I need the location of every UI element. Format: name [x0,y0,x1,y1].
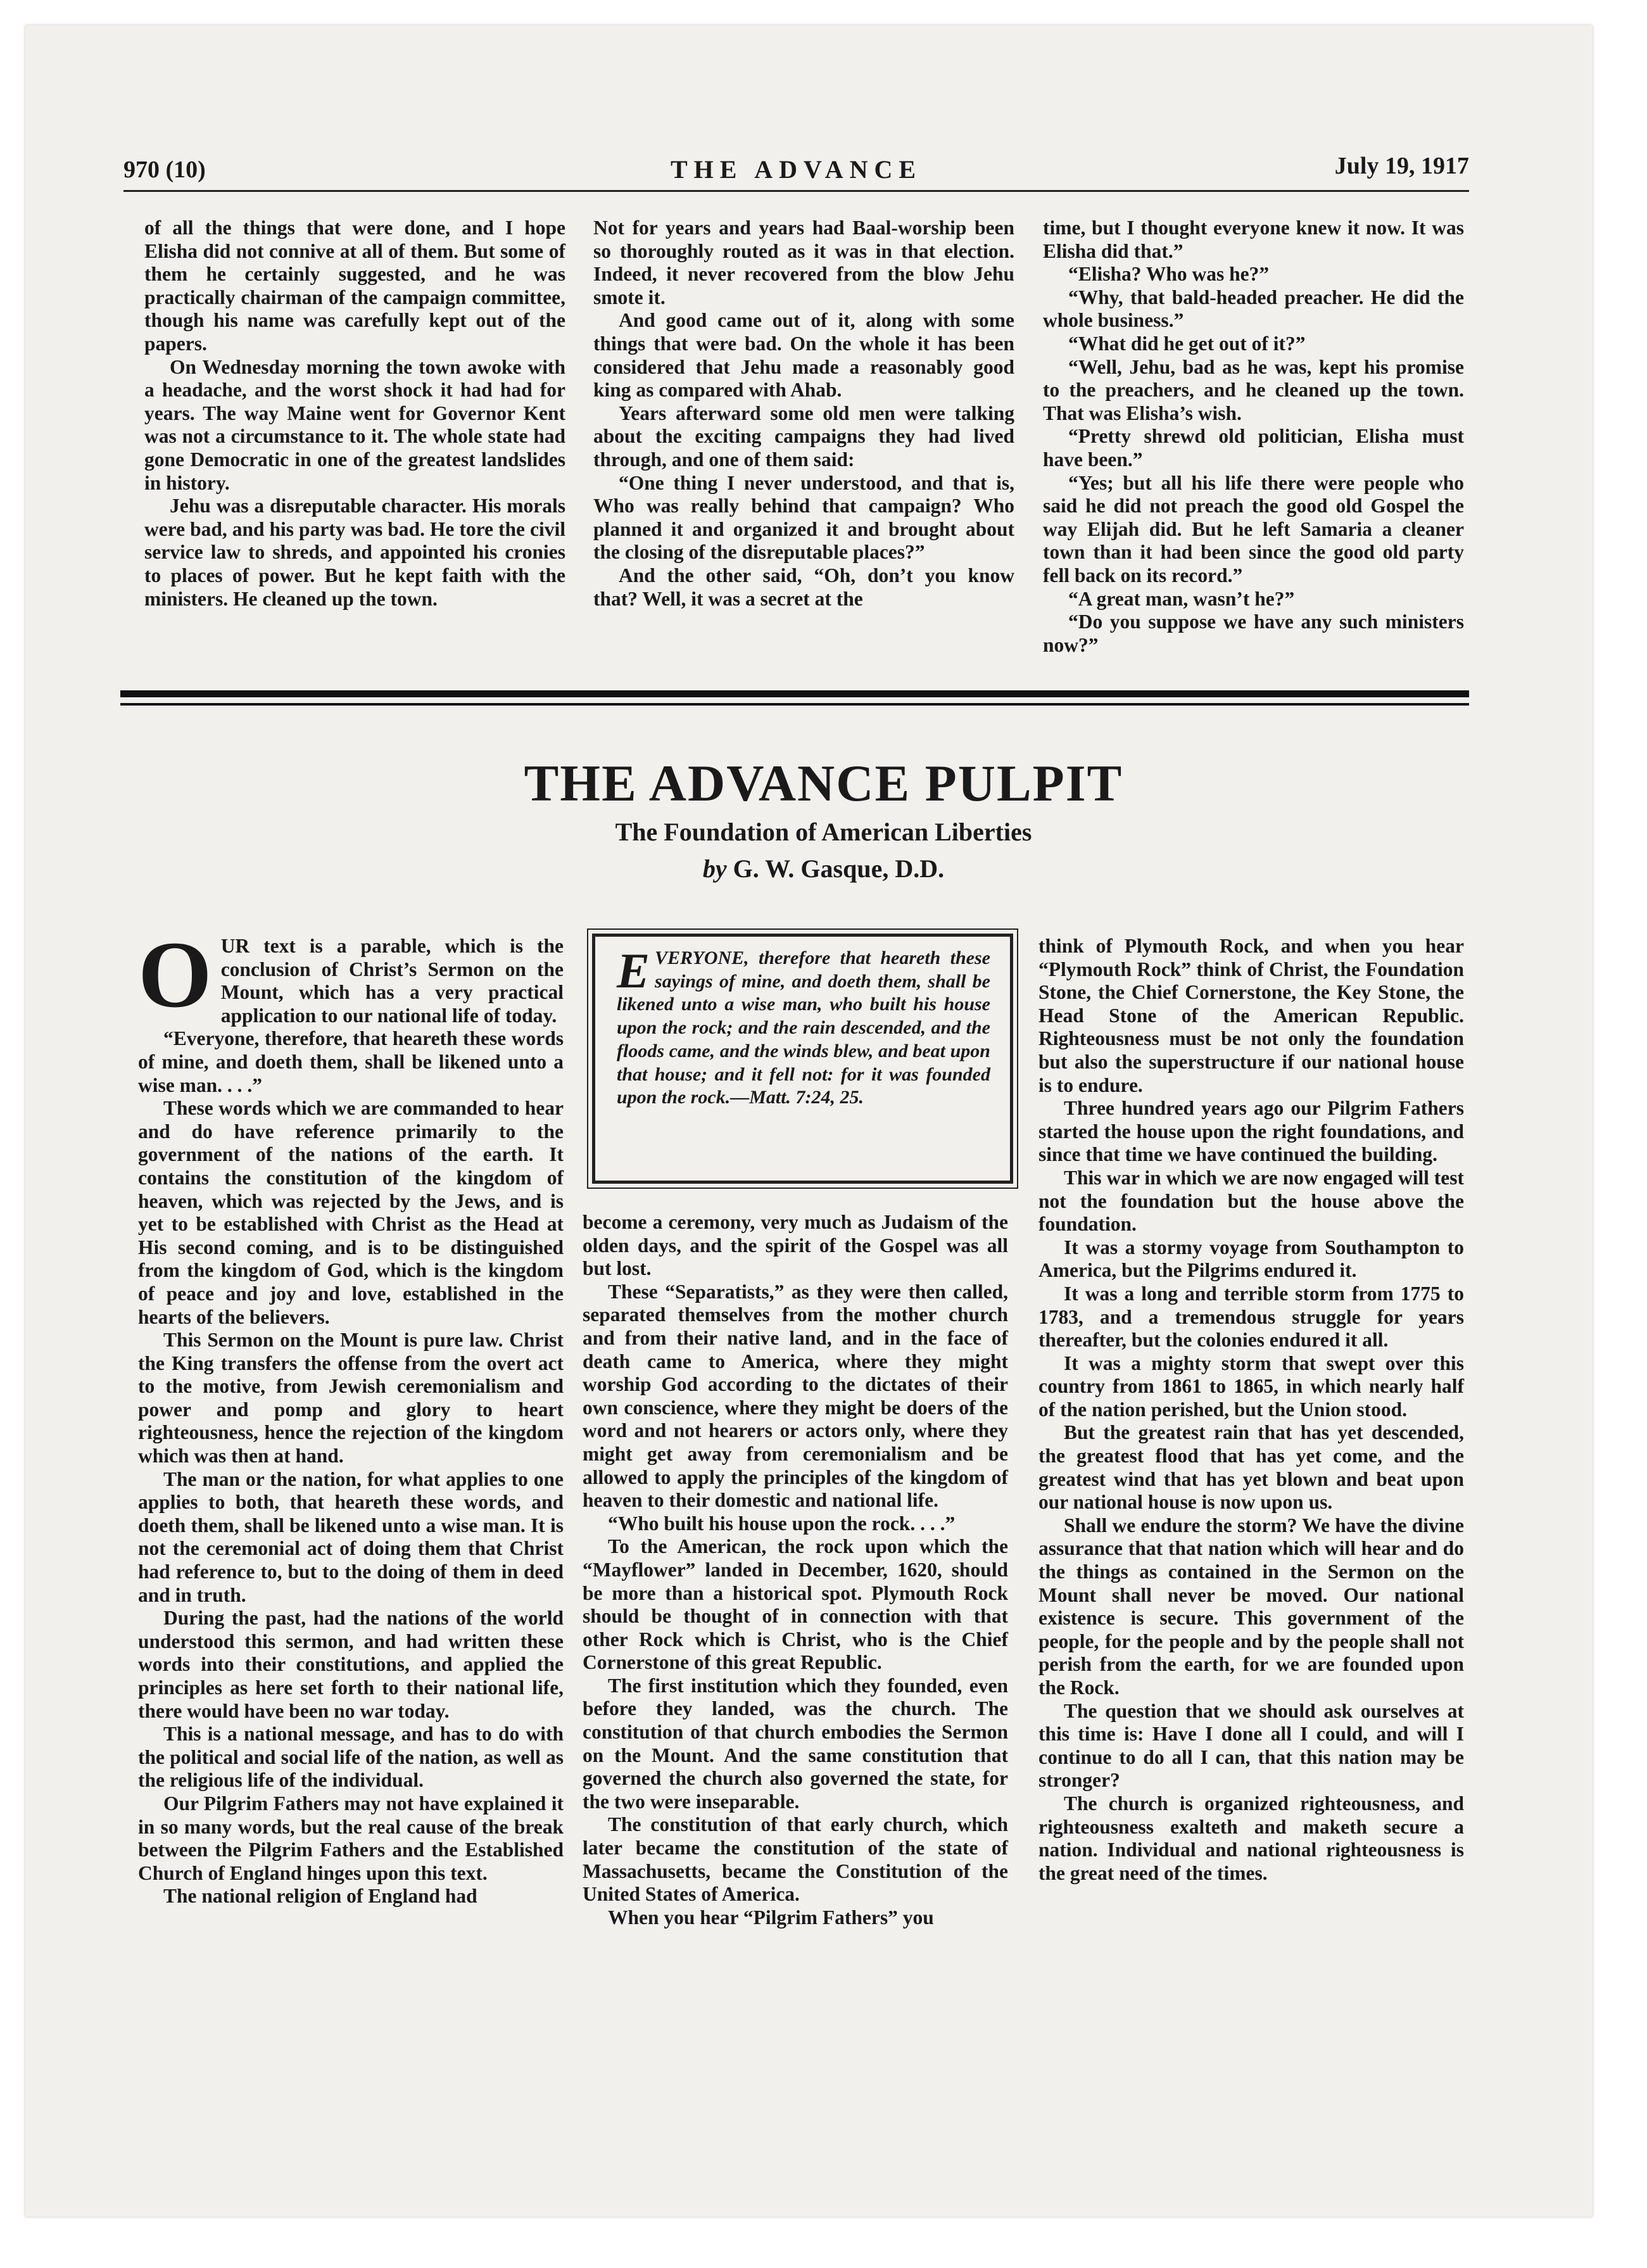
paragraph: This Sermon on the Mount is pure law. Christ the King transfers the offense from the overt act to the motive, from Jewish ceremonialism and power and pomp and glory to heart righteousness, hence the rejection of the kingdom which was then at hand. [138,1329,564,1467]
paragraph: It was a mighty storm that swept over this country from 1861 to 1865, in which nearly half of the nation perished, but the Union stood. [1038,1352,1464,1421]
page-header [123,152,1469,192]
paragraph: “Do you suppose we have any such ministers now?” [1043,611,1464,656]
paragraph: “Elisha? Who was he?” [1068,263,1270,286]
paragraph: On Wednesday morning the town awoke with a headache, and the worst shock it had had for years. The way Maine went for Governor Kent was not a circumstance to it. The whole state had gone Democratic in one of the greatest landslides in history. [144,355,565,494]
lead-paragraph [138,922,564,1027]
section-rule-thick [120,690,1469,697]
article-subtitle: The Foundation of American Liberties [615,818,1032,846]
paragraph: This war in which we are now engaged will test not the foundation but the house above the foundation. [1038,1166,1464,1236]
paragraph: time, but I thought everyone knew it now. It was Elisha did that.” [1043,217,1464,262]
top-column-1 [144,217,565,611]
pulpit-column-1 [138,922,564,1908]
paragraph: It was a long and terrible storm from 1775 to 1783, and a tremendous struggle for years thereafter, but the colonies endured it all. [1038,1282,1464,1352]
paragraph: think of Plymouth Rock, and when you hear “Plymouth Rock” think of Christ, the Foundation Stone, the Chief Cornerstone, the Key Stone, the Head Stone of the American Republic. Righteousness must be not only the foundation but also the superstructure if our national house is to endure. [1038,935,1464,1096]
paragraph: Jehu was a disreputable character. His morals were bad, and his party was bad. He tore the civil service law to shreds, and appointed his cronies to places of power. But he kept faith with the ministers. He cleaned up the town. [144,495,565,610]
drop-cap: O [138,922,212,1027]
section-title: THE ADVANCE PULPIT [524,754,1123,812]
section-rule-thin [120,703,1469,706]
quote-body: VERYONE, therefore that heareth these sayings of mine, and doeth them, shall be likened unto a wise man, who built his house upon the rock; and the rain descended, and the floods came, and the winds blew, and beat upon that house; and it fell not: for it was founded upon the rock.—Matt. 7:24, 25. [617,947,990,1108]
top-column-2 [593,217,1014,611]
paragraph: “Why, that bald-headed preacher. He did the whole business.” [1043,286,1464,332]
paragraph: When you hear “Pilgrim Fathers” you [608,1906,934,1929]
paragraph: The man or the nation, for what applies to one applies to both, that heareth these words, and doeth them, shall be likened unto a wise man. It is not the ceremonial act of doing them that Christ had reference to, but to the doing of them in deed and in truth. [138,1467,564,1606]
scripture-quote [617,943,990,1110]
issue-date: July 19, 1917 [1334,153,1469,179]
paragraph: Years afterward some old men were talking about the exciting campaigns they had lived through, and one of them said: [593,402,1014,471]
paragraph: To the American, the rock upon which the “Mayflower” landed in December, 1620, should be more than a historical spot. Plymouth Rock should be thought of in connection with that other Rock which is Christ, who is the Chief Cornerstone of this great Republic. [583,1535,1008,1674]
publication-name: THE ADVANCE [670,155,923,184]
paragraph: “One thing I never understood, and that is, Who was really behind that campaign? Who planned it and organized it and brought about the closing of the disreputable places?” [593,471,1014,564]
byline-author: G. W. Gasque, D.D. [733,854,945,883]
paragraph: of all the things that were done, and I hope Elisha did not connive at all of them. But some of them he certainly suggested, and he was practically chairman of the campaign committee, though his name was carefully kept out of the papers. [144,217,565,355]
paragraph: And the other said, “Oh, don’t you know that? Well, it was a secret at the [593,564,1014,610]
pulpit-column-3 [1038,935,1464,1885]
pulpit-column-2 [583,1211,1008,1929]
paragraph: Three hundred years ago our Pilgrim Fathers started the house upon the right foundations, and since that time we have continued the building. [1038,1097,1464,1166]
paragraph: “What did he get out of it?” [1068,332,1306,355]
paragraph: The question that we should ask ourselves at this time is: Have I done all I could, and will I continue to do all I can, that this nation may be stronger? [1038,1699,1464,1792]
paragraph: “Who built his house upon the rock. . . .” [608,1512,956,1535]
paragraph: become a ceremony, very much as Judaism of the olden days, and the spirit of the Gospel was all but lost. [583,1211,1008,1280]
top-column-3 [1043,217,1464,657]
byline [0,854,1647,884]
byline-by: by [702,854,727,883]
paragraph: This is a national message, and has to do with the political and social life of the nation, as well as the religious life of the individual. [138,1723,564,1792]
paragraph: The national religion of England had [163,1885,477,1908]
lead-text: UR text is a parable, which is the conclusion of Christ’s Sermon on the Mount, which has a very practical application to our national life of today. [220,935,564,1027]
paragraph: Not for years and years had Baal-worship been so thoroughly routed as it was in that election. Indeed, it never recovered from the blow Jehu smote it. [593,217,1014,308]
paragraph: Our Pilgrim Fathers may not have explained it in so many words, but the real cause of the break between the Pilgrim Fathers and the Established Church of England hinges upon this text. [138,1792,564,1884]
paragraph: “A great man, wasn’t he?” [1068,587,1295,610]
paragraph: It was a stormy voyage from Southampton to America, but the Pilgrims endured it. [1038,1236,1464,1282]
paragraph: These “Separatists,” as they were then called, separated themselves from the mother church and from their native land, and in the face of death came to America, where they might worship God according to the dictates of their own conscience, where they might be doers of the word and not hearers or actors only, where they might get away from ceremonialism and be allowed to apply the principles of the kingdom of heaven to their domestic and national life. [583,1280,1008,1512]
paragraph: “Well, Jehu, bad as he was, kept his promise to the preachers, and he cleaned up the town. That was Elisha’s wish. [1043,355,1464,424]
paragraph: “Everyone, therefore, that heareth these words of mine, and doeth them, shall be likened unto a wise man. . . .” [138,1027,564,1096]
paragraph: And good came out of it, along with some things that were bad. On the whole it has been considered that Jehu made a reasonably good king as compared with Ahab. [593,309,1014,402]
page-number: 970 (10) [123,156,206,183]
paragraph: During the past, had the nations of the world understood this sermon, and had written these words into their constitutions, and applied the principles as here set forth to their national life, there would have been no war today. [138,1607,564,1722]
scripture-quote-box [592,934,1013,1184]
paragraph: The constitution of that early church, which later became the constitution of the state of Massachusetts, became the Constitution of the United States of America. [583,1813,1008,1906]
paragraph: Shall we endure the storm? We have the divine assurance that that nation which will hear and do the things as contained in the Sermon on the Mount shall never be moved. Our national existence is secure. This government of the people, for the people and by the people shall not perish from the earth, for we are founded upon the Rock. [1038,1514,1464,1699]
paragraph: These words which we are commanded to hear and do have reference primarily to the government of the nations of the earth. It contains the constitution of the kingdom of heaven, which was rejected by the Jews, and is yet to be established with Christ as the Head at His second coming, and is to be distinguished from the kingdom of God, which is the kingdom of peace and joy and love, established in the hearts of the believers. [138,1097,564,1328]
paragraph: “Yes; but all his life there were people who said he did not preach the good old Gospel the way Elijah did. But he left Samaria a cleaner town than it had been since the good old party fell back on its record.” [1043,471,1464,586]
paragraph: The church is organized righteousness, and righteousness exalteth and maketh secure a nation. Individual and national righteousness is the great need of the times. [1038,1792,1464,1884]
paragraph: The first institution which they founded, even before they landed, was the church. The constitution of that church embodies the Sermon on the Mount. And the same constitution that governed the church also governed the state, for the two were inseparable. [583,1674,1008,1813]
paragraph: But the greatest rain that has yet descended, the greatest flood that has yet come, and the greatest wind that has yet blown and beat upon our national house is now upon us. [1038,1421,1464,1514]
paragraph: “Pretty shrewd old politician, Elisha must have been.” [1043,425,1464,471]
quote-initial: E [617,943,650,998]
